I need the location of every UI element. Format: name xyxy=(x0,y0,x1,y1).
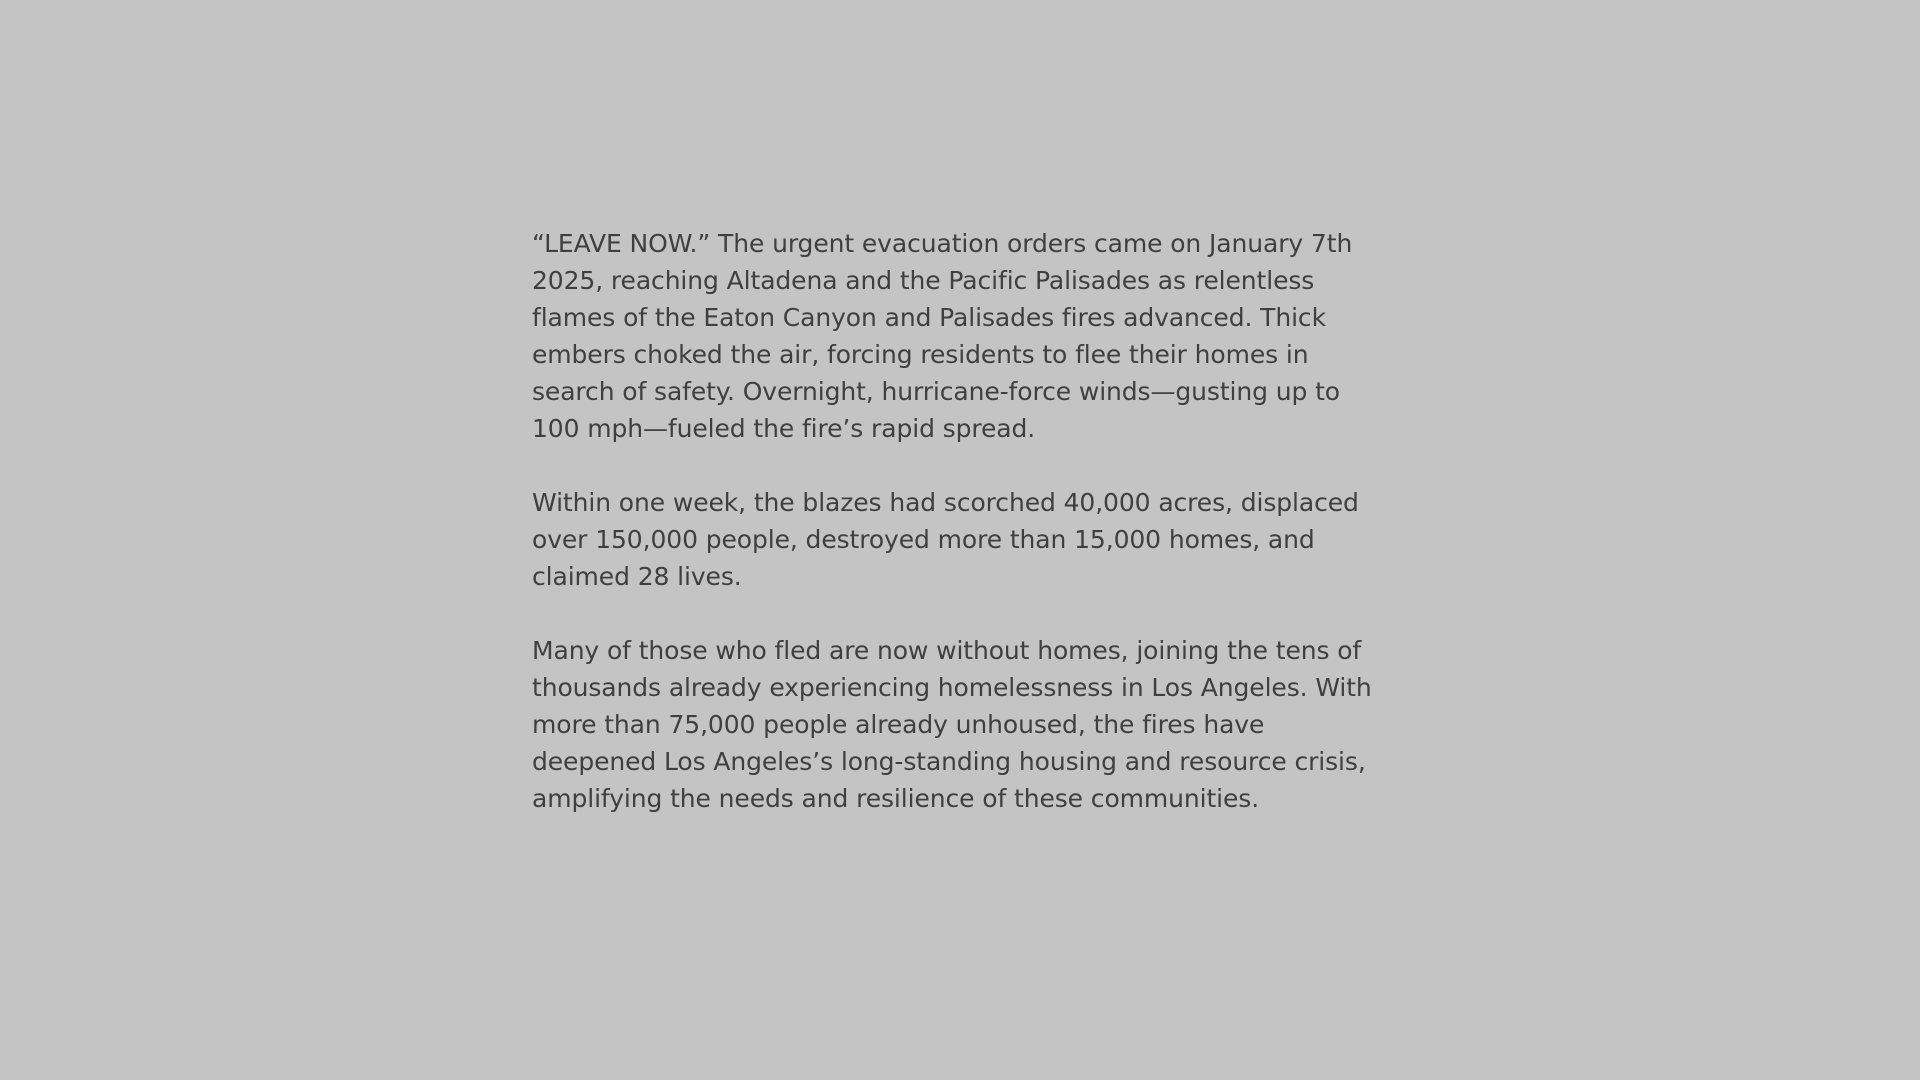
paragraph-impact: Within one week, the blazes had scorched 40,000 acres, displaced over 150,000 people, destroyed more than 15,000 homes, and claimed 28 lives. xyxy=(532,488,1359,591)
paragraph-evacuation: “LEAVE NOW.” The urgent evacuation orders came on January 7th 2025, reaching Altadena and the Pacific Palisades as relentless flames of the Eaton Canyon and Palisades fires advanced. Thick embers choked the air, forcing residents to flee their homes in search of safety. Overnight, hurricane-force winds—gusting up to 100 mph—fueled the fire’s rapid spread. xyxy=(532,229,1353,443)
article-body xyxy=(532,225,1392,854)
paragraph-homelessness: Many of those who fled are now without homes, joining the tens of thousands already experiencing homelessness in Los Angeles. With more than 75,000 people already unhoused, the fires have deepened Los Angeles’s long-standing housing and resource crisis, amplifying the needs and resilience of these communities. xyxy=(532,636,1372,813)
